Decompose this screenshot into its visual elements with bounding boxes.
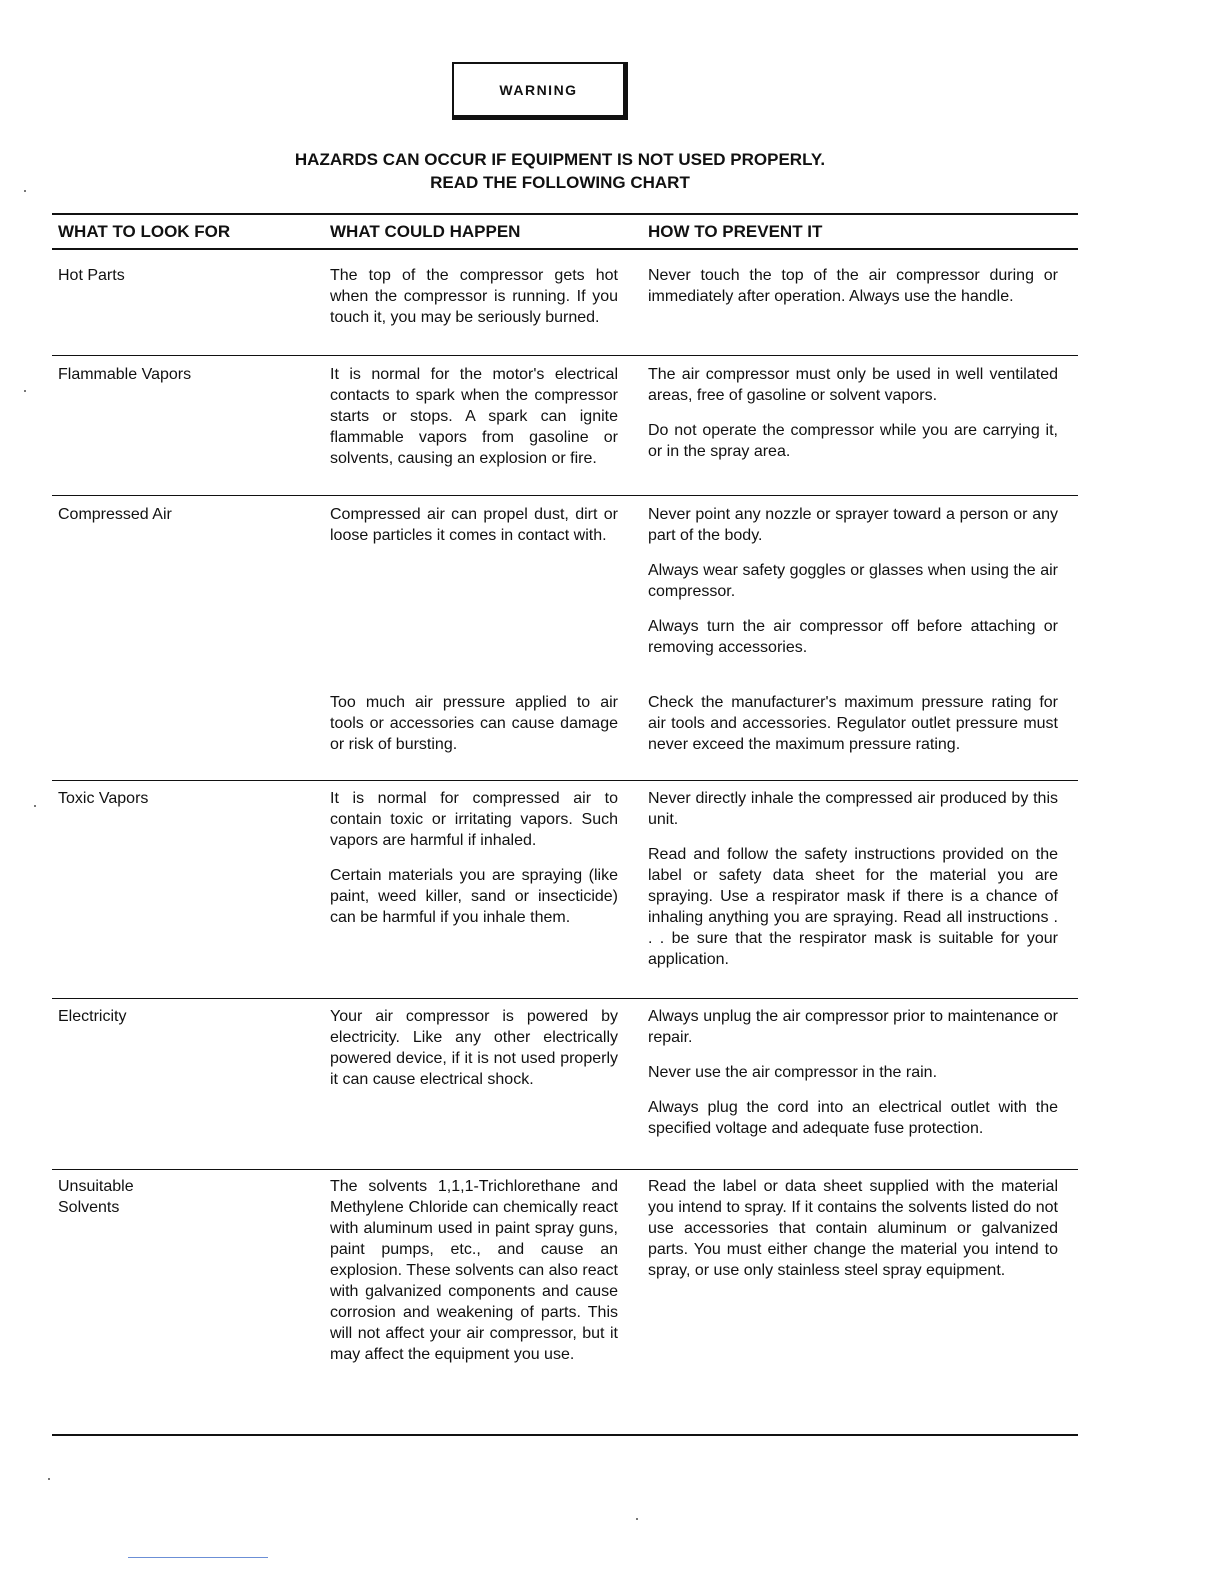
happen-text: It is normal for the motor's electrical contacts to spark when the compressor starts or stops. A spark can ignite flammable vapors from gasoline or solvents, causing an explosion or fire. xyxy=(330,366,618,467)
happen-text: Certain materials you are spraying (like paint, weed killer, sand or insecticide) can be harmful if you inhale them. xyxy=(330,867,618,926)
hazard-cell: Hot Parts xyxy=(58,267,125,284)
scan-speck xyxy=(636,1518,638,1520)
happen-cell xyxy=(330,692,618,755)
header-how-to-prevent-it: HOW TO PREVENT IT xyxy=(648,222,823,241)
row-divider xyxy=(52,780,1078,781)
prevent-cell xyxy=(648,1176,1058,1281)
prevent-cell xyxy=(648,1006,1058,1139)
prevent-cell xyxy=(648,364,1058,462)
happen-text: The solvents 1,1,1-Trichlorethane and Methylene Chloride can chemically react with aluminum used in paint spray guns, paint pumps, etc., and cause an explosion. These solvents can also react with galvanized components and cause corrosion and weakening of parts. This will not affect your air compressor, but it may affect the equipment you use. xyxy=(330,1178,618,1363)
headline-line-1: HAZARDS CAN OCCUR IF EQUIPMENT IS NOT USED PROPERLY. xyxy=(294,150,826,169)
prevent-text: Never use the air compressor in the rain. xyxy=(648,1064,938,1081)
prevent-text: Always wear safety goggles or glasses when using the air compressor. xyxy=(648,562,1058,600)
warning-label: WARNING xyxy=(452,62,628,120)
happen-cell xyxy=(330,504,618,546)
prevent-text: Read the label or data sheet supplied with the material you intend to spray. If it contains the solvents listed do not use accessories that contain aluminum or galvanized parts. You must either change the material you intend to spray, or use only stainless steel spray equipment. xyxy=(648,1178,1058,1279)
prevent-cell xyxy=(648,692,1058,755)
scan-speck xyxy=(34,805,36,807)
happen-cell xyxy=(330,364,618,469)
prevent-text: Always plug the cord into an electrical outlet with the specified voltage and adequate fuse protection. xyxy=(648,1099,1058,1137)
happen-cell xyxy=(330,788,618,928)
prevent-text: Do not operate the compressor while you are carrying it, or in the spray area. xyxy=(648,422,1058,460)
table-top-rule xyxy=(52,213,1078,215)
prevent-text: Check the manufacturer's maximum pressure rating for air tools and accessories. Regulator outlet pressure must never exceed the maximum pressure rating. xyxy=(648,694,1058,753)
prevent-text: Never directly inhale the compressed air produced by this unit. xyxy=(648,790,1058,828)
prevent-text: Never touch the top of the air compressor during or immediately after operation. Always use the handle. xyxy=(648,267,1058,305)
hazard-cell: Toxic Vapors xyxy=(58,790,149,807)
row-divider xyxy=(52,998,1078,999)
header-what-to-look-for: WHAT TO LOOK FOR xyxy=(58,222,231,241)
table-bottom-rule xyxy=(52,1434,1078,1436)
happen-text: The top of the compressor gets hot when the compressor is running. If you touch it, you may be seriously burned. xyxy=(330,267,618,326)
scan-speck xyxy=(24,190,26,192)
scan-speck xyxy=(24,390,26,392)
headline-line-2: READ THE FOLLOWING CHART xyxy=(430,173,690,192)
happen-text: Compressed air can propel dust, dirt or loose particles it comes in contact with. xyxy=(330,506,618,544)
hazard-cell: Electricity xyxy=(58,1008,127,1025)
row-divider xyxy=(52,1169,1078,1170)
hazard-cell: Flammable Vapors xyxy=(58,366,192,383)
hazard-cell: Unsuitable Solvents xyxy=(58,1178,134,1216)
scan-speck xyxy=(48,1478,50,1480)
happen-cell xyxy=(330,265,618,328)
prevent-cell xyxy=(648,788,1058,970)
prevent-text: The air compressor must only be used in well ventilated areas, free of gasoline or solvent vapors. xyxy=(648,366,1058,404)
prevent-text: Always turn the air compressor off before attaching or removing accessories. xyxy=(648,618,1058,656)
header-what-could-happen: WHAT COULD HAPPEN xyxy=(330,222,521,241)
happen-cell xyxy=(330,1006,618,1090)
happen-text: It is normal for compressed air to contain toxic or irritating vapors. Such vapors are harmful if inhaled. xyxy=(330,790,618,849)
prevent-cell xyxy=(648,265,1058,307)
scan-artifact-line xyxy=(128,1557,268,1558)
prevent-text: Never point any nozzle or sprayer toward a person or any part of the body. xyxy=(648,506,1058,544)
prevent-text: Always unplug the air compressor prior to maintenance or repair. xyxy=(648,1008,1058,1046)
happen-text: Your air compressor is powered by electricity. Like any other electrically powered device, if it is not used properly it can cause electrical shock. xyxy=(330,1008,618,1088)
row-divider xyxy=(52,355,1078,356)
hazard-cell: Compressed Air xyxy=(58,506,172,523)
header-bottom-rule xyxy=(52,248,1078,250)
prevent-cell xyxy=(648,504,1058,658)
happen-text: Too much air pressure applied to air tools or accessories can cause damage or risk of bursting. xyxy=(330,694,618,753)
prevent-text: Read and follow the safety instructions provided on the label or safety data sheet for the material you are spraying. Use a respirator mask if there is a chance of inhaling anything you are spraying. Read all instructions . . . be sure that the respirator mask is suitable for your application. xyxy=(648,846,1058,968)
happen-cell xyxy=(330,1176,618,1365)
row-divider xyxy=(52,495,1078,496)
